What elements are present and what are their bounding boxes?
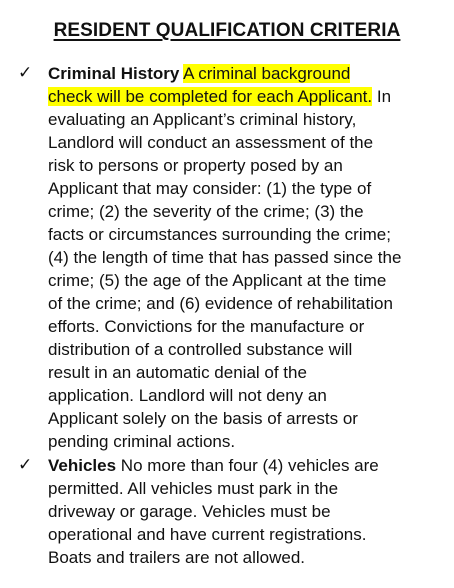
text-line: result in an automatic denial of the bbox=[48, 363, 307, 382]
checkmark-icon: ✓ bbox=[18, 63, 33, 83]
text-line: Landlord will conduct an assessment of the bbox=[48, 133, 374, 152]
criteria-item-body bbox=[48, 62, 448, 453]
text-segment: In bbox=[372, 87, 392, 106]
criteria-heading: Criminal History bbox=[48, 64, 180, 83]
text-line: (4) the length of time that has passed since the bbox=[48, 248, 402, 267]
text-line: Applicant that may consider: (1) the type of bbox=[48, 179, 372, 198]
text-line bbox=[48, 454, 448, 477]
highlighted-text: A criminal background bbox=[183, 64, 351, 83]
text-line: evaluating an Applicant’s criminal history, bbox=[48, 110, 357, 129]
text-line bbox=[48, 62, 448, 85]
text-line bbox=[48, 85, 448, 108]
text-line: crime; (2) the severity of the crime; (3) the bbox=[48, 202, 364, 221]
criteria-item-body bbox=[48, 454, 448, 569]
text-line: facts or circumstances surrounding the crime; bbox=[48, 225, 391, 244]
text-line: crime; (5) the age of the Applicant at the time bbox=[48, 271, 387, 290]
text-line: risk to persons or property posed by an bbox=[48, 156, 343, 175]
text-line: efforts. Convictions for the manufacture or bbox=[48, 317, 365, 336]
text-segment: No more than four (4) vehicles are bbox=[116, 456, 379, 475]
text-line: pending criminal actions. bbox=[48, 432, 236, 451]
text-line: of the crime; and (6) evidence of rehabilitation bbox=[48, 294, 393, 313]
text-line: distribution of a controlled substance will bbox=[48, 340, 353, 359]
document-title: RESIDENT QUALIFICATION CRITERIA bbox=[53, 20, 401, 41]
highlighted-text: check will be completed for each Applicant. bbox=[48, 87, 373, 106]
text-line: application. Landlord will not deny an bbox=[48, 386, 327, 405]
criteria-heading: Vehicles bbox=[48, 456, 117, 475]
checkmark-icon: ✓ bbox=[18, 455, 33, 475]
text-line: Boats and trailers are not allowed. bbox=[48, 548, 306, 567]
text-line: operational and have current registrations. bbox=[48, 525, 367, 544]
text-line: driveway or garage. Vehicles must be bbox=[48, 502, 331, 521]
text-line: permitted. All vehicles must park in the bbox=[48, 479, 339, 498]
text-line: Applicant solely on the basis of arrests or bbox=[48, 409, 358, 428]
